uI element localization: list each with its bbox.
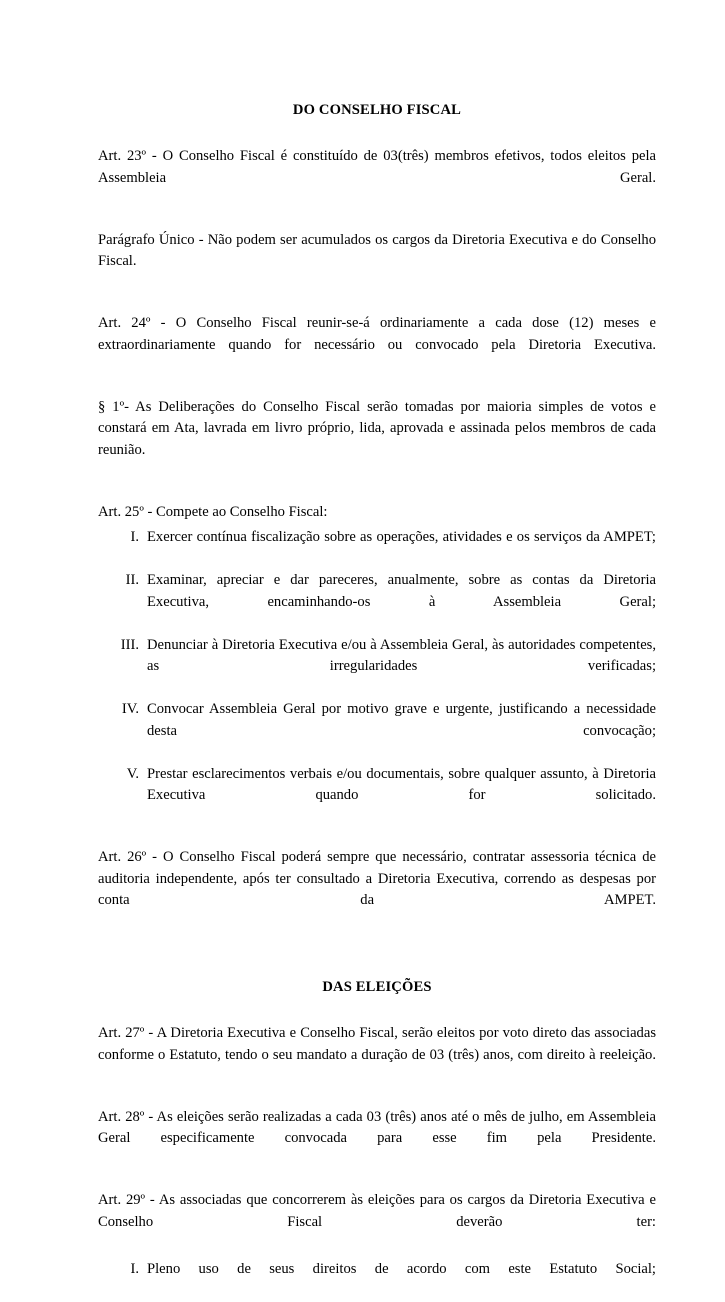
paragraph-art-23: Art. 23º - O Conselho Fiscal é constituído de 03(três) membros efetivos, todos eleitos pela Assembleia Geral. xyxy=(98,148,656,186)
list-item-text: Examinar, apreciar e dar pareceres, anualmente, sobre as contas da Diretoria Executiva, encaminhando-os à Assembleia Geral; xyxy=(147,572,656,610)
list-item xyxy=(98,570,656,635)
list-item xyxy=(98,699,656,764)
paragraph-paragrafo-unico: Parágrafo Único - Não podem ser acumulados os cargos da Diretoria Executiva e do Conselho Fiscal. xyxy=(98,231,656,269)
list-marker: III. xyxy=(120,636,139,653)
list-art-29 xyxy=(98,1259,656,1302)
paragraph-art-26: Art. 26º - O Conselho Fiscal poderá sempre que necessário, contratar assessoria técnica de auditoria independente, após ter consultado a Diretoria Executiva, correndo as despesas por conta da AMPET. xyxy=(98,849,656,908)
section-heading-conselho-fiscal: DO CONSELHO FISCAL xyxy=(292,102,462,118)
list-marker: II. xyxy=(125,572,139,588)
document-content xyxy=(98,100,656,1302)
paragraph-art-29-intro: Art. 29º - As associadas que concorrerem às eleições para os cargos da Diretoria Executiva e Conselho Fiscal deverão ter: xyxy=(98,1192,656,1230)
list-marker: V. xyxy=(126,765,139,782)
list-item xyxy=(98,527,656,570)
list-item-text: Convocar Assembleia Geral por motivo grave e urgente, justificando a necessidade desta convocação; xyxy=(147,701,656,739)
list-item xyxy=(98,635,656,700)
paragraph-art-27: Art. 27º - A Diretoria Executiva e Conselho Fiscal, serão eleitos por voto direto das associadas conforme o Estatuto, tendo o seu mandato a duração de 03 (três) anos, com direito à reeleição. xyxy=(98,1025,656,1063)
section-heading-das-eleicoes: DAS ELEIÇÕES xyxy=(322,979,432,995)
list-item-text: Pleno uso de seus direitos de acordo com este Estatuto Social; xyxy=(147,1260,656,1277)
list-art-25 xyxy=(98,527,656,828)
paragraph-art-28: Art. 28º - As eleições serão realizadas a cada 03 (três) anos até o mês de julho, em Assembleia Geral especificamente convocada para esse fim pela Presidente. xyxy=(98,1108,656,1146)
list-item-text: Exercer contínua fiscalização sobre as operações, atividades e os serviços da AMPET; xyxy=(147,529,656,545)
paragraph-art-25-intro: Art. 25º - Compete ao Conselho Fiscal: xyxy=(98,503,328,520)
list-item-text: Prestar esclarecimentos verbais e/ou documentais, sobre qualquer assunto, à Diretoria Executiva quando for solicitado. xyxy=(147,765,656,803)
list-marker: I. xyxy=(130,1260,139,1277)
paragraph-art-24: Art. 24º - O Conselho Fiscal reunir-se-á ordinariamente a cada dose (12) meses e extraordinariamente quando for necessário ou convocado pela Diretoria Executiva. xyxy=(98,315,656,353)
list-item xyxy=(98,1259,656,1302)
paragraph-paragrafo-1: § 1º- As Deliberações do Conselho Fiscal serão tomadas por maioria simples de votos e constará em Ata, lavrada em livro próprio, lida, aprovada e assinada pelos membros de cada reunião. xyxy=(98,398,656,458)
list-marker: I. xyxy=(130,529,139,545)
list-item-text: Denunciar à Diretoria Executiva e/ou à Assembleia Geral, às autoridades competentes, as irregularidades verificadas; xyxy=(147,636,656,674)
list-item xyxy=(98,764,656,829)
list-marker: IV. xyxy=(121,701,139,717)
